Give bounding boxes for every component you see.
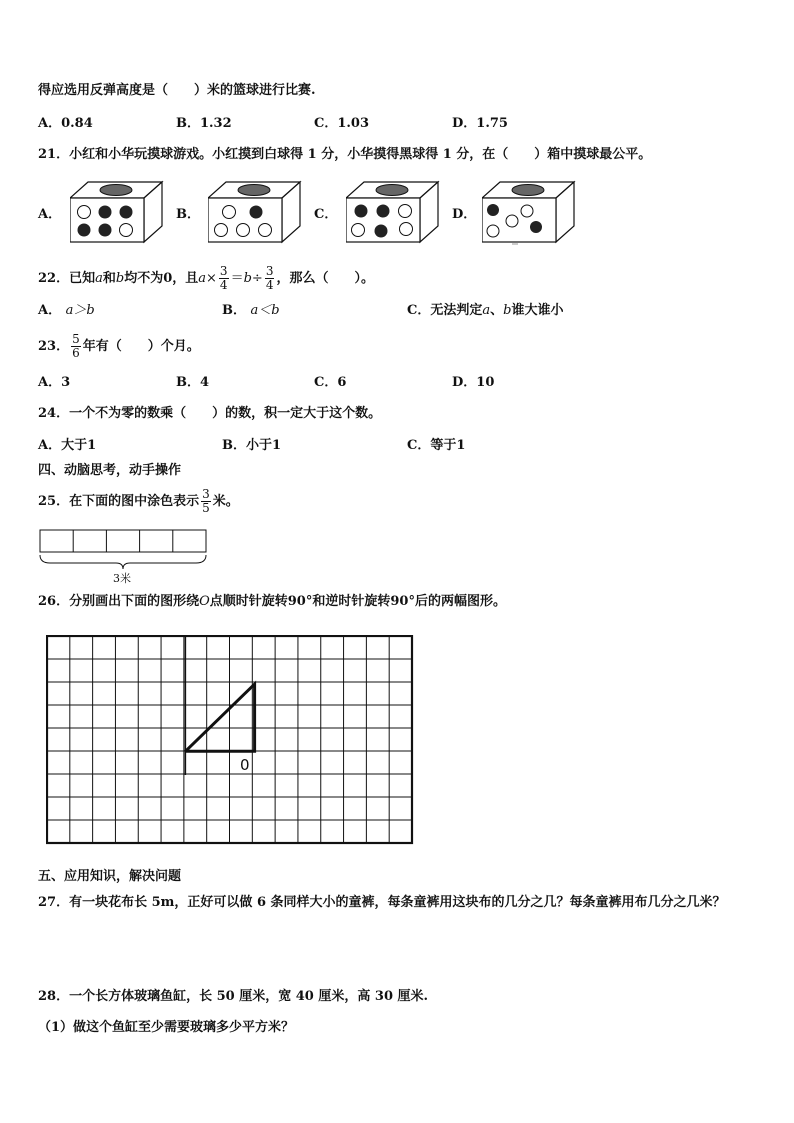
- ball-box-c: [346, 180, 440, 244]
- q22-fraction-2: [265, 265, 275, 292]
- q25-brace-label: 3米: [113, 572, 131, 585]
- q22-text: [38, 260, 374, 298]
- q22-option-b: [222, 303, 280, 319]
- q22-expr-b: b: [243, 271, 252, 286]
- q22-expr-a: a: [198, 271, 207, 286]
- q22-option-a-label: A．: [38, 303, 62, 318]
- q22-option-c-post: 谁大谁小: [511, 303, 564, 318]
- q23-fraction: [71, 333, 81, 360]
- q22-fraction-1-den: 4: [219, 278, 228, 292]
- q25-fraction-num: 3: [202, 487, 210, 501]
- q28-text: 28．一个长方体玻璃鱼缸，长 50 厘米，宽 40 厘米，高 30 厘米.: [38, 989, 429, 1004]
- q23-option-c: C．6: [314, 375, 347, 390]
- q23-text: [38, 328, 200, 366]
- q22-div: ÷: [251, 271, 263, 286]
- q20-option-a: A．0.84: [38, 116, 93, 131]
- q24-option-c: C．等于1: [407, 438, 466, 453]
- q20-option-c: C．1.03: [314, 116, 370, 131]
- q22-option-b-label: B．: [222, 303, 246, 318]
- q21-label-a: A．: [38, 207, 62, 222]
- q25-fraction: [201, 488, 211, 515]
- ball-box-d: [482, 180, 576, 246]
- q24-text: 24．一个不为零的数乘（ ）的数，积一定大于这个数。: [38, 406, 382, 421]
- q20-text: 得应选用反弹高度是（ ）米的篮球进行比赛.: [38, 83, 316, 98]
- q22-fraction-2-den: 4: [265, 278, 274, 292]
- section-4-heading: 四、动脑思考，动手操作: [38, 463, 182, 478]
- section-5-heading: 五、应用知识，解决问题: [38, 869, 182, 884]
- q25-pre: 25．在下面的图中涂色表示: [38, 494, 200, 509]
- q22-mid2: 均不为0，且: [124, 271, 199, 286]
- q26-pre: 26．分别画出下面的图形绕: [38, 594, 200, 609]
- q22-var-b: b: [115, 271, 125, 286]
- q26-triangle: [185, 684, 254, 751]
- q22-fraction-1-num: 3: [219, 264, 228, 278]
- q22-option-a-expr: a＞b: [65, 303, 95, 318]
- grid-lines: [47, 636, 412, 843]
- q23-fraction-num: 5: [72, 332, 80, 346]
- q21-label-b: B．: [176, 207, 200, 222]
- q23-option-d: D．10: [452, 375, 495, 390]
- q23-fraction-den: 6: [72, 346, 80, 360]
- q22-option-a: [38, 303, 95, 319]
- q21-label-d: D．: [452, 207, 477, 222]
- q28-part-1: （1）做这个鱼缸至少需要玻璃多少平方米？: [38, 1020, 295, 1035]
- q26-grid: [46, 635, 414, 845]
- q25-fraction-den: 5: [202, 501, 210, 515]
- q22-prefix: 22．已知: [38, 271, 96, 286]
- q22-option-c: [407, 303, 563, 319]
- q22-var-a: a: [95, 271, 103, 286]
- q22-fraction-2-num: 3: [265, 264, 274, 278]
- q22-mid1: 和: [102, 271, 116, 286]
- ball-box-a: [70, 180, 164, 244]
- q22-option-c-a: a: [482, 303, 491, 318]
- q21-label-c: C．: [314, 207, 338, 222]
- q23-num: 23．: [38, 339, 70, 354]
- q24-option-a: A．大于1: [38, 438, 97, 453]
- q26-post: 点顺时针旋转90°和逆时针旋转90°后的两幅图形。: [209, 594, 506, 609]
- q26-point-label: 0: [240, 756, 250, 774]
- q22-suffix: ，那么（ ）。: [276, 271, 374, 286]
- q22-option-c-b: b: [503, 303, 512, 318]
- q22-option-c-pre: C．无法判定: [407, 303, 483, 318]
- q22-eq: ＝: [230, 271, 244, 286]
- q22-fraction-1: [219, 265, 229, 292]
- q26-point-o: O: [199, 594, 210, 609]
- q22-option-c-mid: 、: [490, 303, 504, 318]
- q21-text: 21．小红和小华玩摸球游戏。小红摸到白球得 1 分，小华摸得黑球得 1 分，在（ ）箱中摸球最公平。: [38, 147, 652, 162]
- ball-box-b: [208, 180, 302, 244]
- q20-option-d: D．1.75: [452, 116, 508, 131]
- q24-option-b: B．小于1: [222, 438, 282, 453]
- q25-text: [38, 483, 239, 521]
- q20-option-b: B．1.32: [176, 116, 232, 131]
- q27-text: 27．有一块花布长 5m，正好可以做 6 条同样大小的童裤，每条童裤用这块布的几分之几？每条童裤用布几分之几米？: [38, 895, 726, 910]
- q25-post: 米。: [212, 494, 239, 509]
- q23-rest: 年有（ ）个月。: [82, 339, 200, 354]
- q23-option-a: A．3: [38, 375, 71, 390]
- q22-option-b-expr: a＜b: [250, 303, 280, 318]
- q26-text: [38, 594, 506, 610]
- q23-option-b: B．4: [176, 375, 210, 390]
- q22-times: ×: [206, 271, 217, 286]
